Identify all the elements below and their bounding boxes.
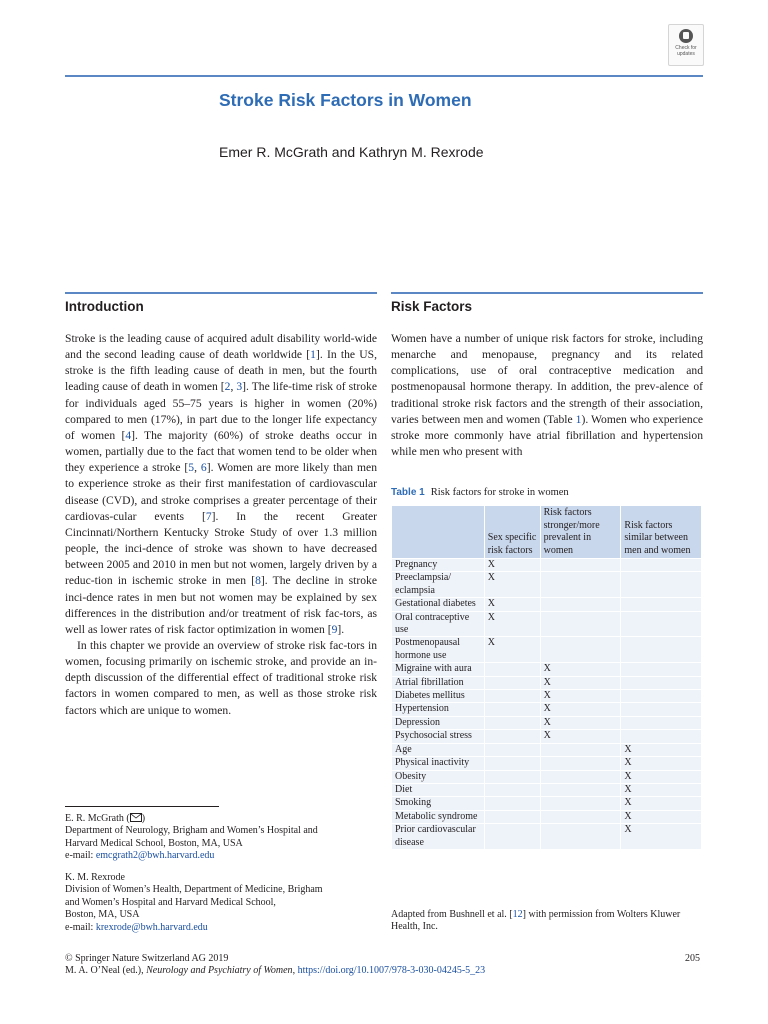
citation-link[interactable]: 4 bbox=[125, 428, 132, 442]
text-run: ]. The majority (60%) of stroke deaths occur in women, partially due to the fact that women tend to be older when they experience a stroke [ bbox=[65, 428, 378, 475]
risk-factor-mark bbox=[484, 690, 540, 703]
intro-rule bbox=[65, 292, 377, 294]
risk-factor-mark bbox=[621, 730, 702, 743]
risk-factor-mark bbox=[484, 810, 540, 823]
risk-factor-mark: X bbox=[540, 716, 621, 729]
risk-factor-name: Obesity bbox=[392, 770, 485, 783]
citation-link[interactable]: 1 bbox=[310, 348, 316, 362]
table-row bbox=[392, 690, 702, 703]
text-run: ). Women who experience stroke more commonly have atrial fibrillation and hypertension while men who present with bbox=[391, 412, 703, 459]
risk-factor-mark bbox=[484, 716, 540, 729]
risk-factor-name: Physical inactivity bbox=[392, 757, 485, 770]
risk-factor-name: Smoking bbox=[392, 797, 485, 810]
citation-link[interactable]: 3 bbox=[236, 380, 243, 394]
column-header: Sex specific risk factors bbox=[484, 506, 540, 559]
affiliation-line: Boston, MA, USA bbox=[65, 909, 140, 921]
table-row bbox=[392, 559, 702, 572]
table-body bbox=[392, 559, 702, 850]
risk-factor-name: Preeclampsia/ eclampsia bbox=[392, 572, 485, 598]
text-run: ]. The life-time risk of stroke for individuals aged 55–75 years is higher in women (20%) compared to men (17%), in part due to the longer life expectancy of women [ bbox=[65, 380, 377, 442]
risk-factor-mark: X bbox=[621, 783, 702, 796]
risk-factor-mark: X bbox=[484, 637, 540, 663]
risk-heading: Risk Factors bbox=[391, 299, 473, 314]
table-row bbox=[392, 716, 702, 729]
risk-factor-mark: X bbox=[621, 770, 702, 783]
text-run: M. A. O’Neal (ed.), bbox=[65, 965, 147, 977]
risk-rule bbox=[391, 292, 703, 294]
risk-factor-mark bbox=[621, 637, 702, 663]
risk-factor-mark bbox=[621, 663, 702, 676]
affiliation-line: Department of Neurology, Brigham and Women’s Hospital and bbox=[65, 825, 318, 837]
table-row bbox=[392, 783, 702, 796]
citation-link[interactable]: 8 bbox=[255, 574, 261, 588]
risk-factor-mark: X bbox=[621, 810, 702, 823]
risk-factor-mark bbox=[540, 611, 621, 637]
text-run: E. R. McGrath ( bbox=[65, 813, 130, 824]
table-row bbox=[392, 611, 702, 637]
table-row bbox=[392, 797, 702, 810]
risk-factor-mark bbox=[484, 676, 540, 689]
table-row bbox=[392, 757, 702, 770]
text-run: ]. In the US, stroke is the fifth leading cause of death in men, but the fourth leading cause of death in women [ bbox=[65, 348, 377, 394]
risk-factor-mark: X bbox=[621, 824, 702, 850]
table-caption-text: Risk factors for stroke in women bbox=[430, 487, 569, 498]
risk-factor-name: Migraine with aura bbox=[392, 663, 485, 676]
affiliation-rexrode bbox=[65, 872, 385, 934]
text-run: ]. In the recent Greater Cincinnati/Northern Kentucky Stroke Study of over 1.3 million people, the inci-dence of stroke was shown to have decreased between 2005 and 2010 in men but not women, largely driven by a reduc-tion in ischemic stroke in men [ bbox=[65, 509, 377, 588]
doi-link[interactable]: https://doi.org/10.1007/978-3-030-04245-5_23 bbox=[297, 965, 486, 977]
citation-line bbox=[65, 965, 485, 977]
risk-factor-mark: X bbox=[540, 690, 621, 703]
risk-factor-mark bbox=[484, 757, 540, 770]
risk-factor-mark bbox=[621, 690, 702, 703]
risk-factor-mark bbox=[540, 797, 621, 810]
risk-factor-mark bbox=[540, 743, 621, 756]
column-header: Risk factors stronger/more prevalent in women bbox=[540, 506, 621, 559]
risk-factors-table bbox=[391, 505, 702, 850]
column-header bbox=[392, 506, 485, 559]
email-link[interactable]: krexrode@bwh.harvard.edu bbox=[95, 921, 208, 933]
affiliation-name bbox=[65, 813, 385, 825]
risk-factor-mark bbox=[621, 572, 702, 598]
risk-factor-mark: X bbox=[621, 797, 702, 810]
risk-factor-name: Atrial fibrillation bbox=[392, 676, 485, 689]
affiliation-mcgrath bbox=[65, 813, 385, 863]
envelope-icon bbox=[130, 813, 142, 822]
badge-line1: Check for bbox=[675, 45, 697, 51]
risk-factor-mark bbox=[621, 703, 702, 716]
text-run: ]. The decline in stroke inci-dence rates in men but not women may be explained by sex differences in the distribution and/or treatment of risk fac-tors, as well as lower rates of risk factor optimization in women [ bbox=[65, 574, 377, 636]
risk-factor-mark bbox=[484, 770, 540, 783]
risk-factor-mark bbox=[540, 757, 621, 770]
text-run: e-mail: bbox=[65, 850, 96, 862]
chapter-title: Stroke Risk Factors in Women bbox=[219, 90, 472, 110]
table-footnote bbox=[391, 909, 703, 934]
table-row bbox=[392, 598, 702, 611]
table-row bbox=[392, 730, 702, 743]
risk-factor-name: Hypertension bbox=[392, 703, 485, 716]
book-title: Neurology and Psychiatry of Women bbox=[146, 965, 293, 977]
top-rule bbox=[65, 75, 703, 77]
risk-factor-mark bbox=[484, 783, 540, 796]
risk-factor-name: Age bbox=[392, 743, 485, 756]
risk-factor-mark bbox=[484, 703, 540, 716]
risk-factor-mark bbox=[540, 572, 621, 598]
table-row bbox=[392, 703, 702, 716]
risk-factor-mark bbox=[621, 598, 702, 611]
risk-factor-mark bbox=[484, 743, 540, 756]
text-run: ) bbox=[141, 813, 146, 824]
table-row bbox=[392, 637, 702, 663]
table-row bbox=[392, 572, 702, 598]
risk-body bbox=[391, 331, 703, 460]
risk-factor-mark: X bbox=[484, 611, 540, 637]
text-run: , bbox=[194, 461, 201, 475]
table-row bbox=[392, 743, 702, 756]
risk-factor-mark bbox=[540, 637, 621, 663]
intro-paragraph-1 bbox=[65, 331, 377, 638]
affiliation-email-line bbox=[65, 922, 385, 934]
text-run: Adapted from Bushnell et al. [ bbox=[391, 909, 513, 920]
citation-link[interactable]: 6 bbox=[200, 461, 207, 475]
table-header-row bbox=[392, 506, 702, 559]
risk-factor-mark: X bbox=[484, 559, 540, 572]
copyright-footer bbox=[65, 953, 485, 978]
citation-link[interactable]: 9 bbox=[331, 622, 338, 636]
risk-factor-mark bbox=[540, 810, 621, 823]
text-run: Women have a number of unique risk factors for stroke, including menarche and menopause, pregnancy and its related complications, use of oral contraceptive medication and postmenopausal hormone therapy. In addition, the prev-alence of traditional stroke risk factors and the strength of their association, varies between men and women (Table bbox=[391, 332, 703, 426]
affiliation-line: and Women’s Hospital and Harvard Medical School, bbox=[65, 896, 276, 908]
table-ref-link[interactable]: 1 bbox=[575, 412, 582, 426]
risk-factor-mark: X bbox=[540, 730, 621, 743]
risk-paragraph-1 bbox=[391, 331, 703, 460]
risk-factor-mark bbox=[484, 730, 540, 743]
check-for-updates-badge[interactable] bbox=[668, 24, 704, 66]
column-header: Risk factors similar between men and women bbox=[621, 506, 702, 559]
page-number: 205 bbox=[685, 953, 700, 964]
risk-factor-mark: X bbox=[540, 676, 621, 689]
risk-factor-mark bbox=[621, 676, 702, 689]
risk-factor-mark bbox=[484, 824, 540, 850]
risk-factor-name: Oral contraceptive use bbox=[392, 611, 485, 637]
citation-link[interactable]: 12 bbox=[512, 909, 523, 920]
copyright-line: © Springer Nature Switzerland AG 2019 bbox=[65, 953, 229, 964]
text-run: , bbox=[230, 380, 237, 394]
table-row bbox=[392, 663, 702, 676]
risk-factor-name: Pregnancy bbox=[392, 559, 485, 572]
table-row bbox=[392, 770, 702, 783]
risk-factor-name: Gestational diabetes bbox=[392, 598, 485, 611]
badge-line2: updates bbox=[677, 50, 695, 57]
risk-factor-name: Postmenopausal hormone use bbox=[392, 637, 485, 663]
intro-heading: Introduction bbox=[65, 299, 144, 314]
risk-factor-name: Depression bbox=[392, 716, 485, 729]
risk-factor-mark: X bbox=[540, 703, 621, 716]
table-caption bbox=[391, 487, 569, 498]
footnote-rule bbox=[65, 806, 219, 807]
text-run: , bbox=[292, 965, 298, 977]
citation-link[interactable]: 5 bbox=[188, 461, 195, 475]
table-row bbox=[392, 810, 702, 823]
table-row bbox=[392, 824, 702, 850]
risk-factor-mark: X bbox=[621, 743, 702, 756]
text-run: Stroke is the leading cause of acquired adult disability world-wide and the second leading cause of death worldwide [ bbox=[65, 332, 377, 362]
affiliation-line: Harvard Medical School, Boston, MA, USA bbox=[65, 837, 243, 849]
risk-factor-name: Prior cardiovascular disease bbox=[392, 824, 485, 850]
risk-factor-mark bbox=[621, 611, 702, 637]
intro-paragraph-2: In this chapter we provide an overview of stroke risk fac-tors in women, focusing primarily on ischemic stroke, and provide an in-depth discussion of the differential effect of traditional stroke risk factors in women compared to men, as well as those stroke risk factors which are unique to women. bbox=[65, 638, 377, 717]
text-run: e-mail: bbox=[65, 921, 96, 933]
citation-link[interactable]: 2 bbox=[224, 380, 231, 394]
risk-factor-mark: X bbox=[484, 598, 540, 611]
citation-link[interactable]: 7 bbox=[205, 509, 212, 523]
affiliation-email-line bbox=[65, 850, 385, 862]
risk-factor-mark bbox=[540, 824, 621, 850]
text-run: ] with permission from Wolters Kluwer Health, Inc. bbox=[391, 909, 681, 933]
risk-factor-mark bbox=[540, 559, 621, 572]
risk-factor-mark bbox=[540, 770, 621, 783]
risk-factor-mark bbox=[621, 559, 702, 572]
risk-factor-mark: X bbox=[540, 663, 621, 676]
table-row bbox=[392, 676, 702, 689]
risk-factor-mark bbox=[621, 716, 702, 729]
risk-factor-name: Diabetes mellitus bbox=[392, 690, 485, 703]
risk-factor-mark bbox=[484, 797, 540, 810]
risk-factor-mark bbox=[484, 663, 540, 676]
affiliation-name: K. M. Rexrode bbox=[65, 872, 125, 883]
bookmark-icon bbox=[679, 29, 693, 43]
risk-factor-name: Psychosocial stress bbox=[392, 730, 485, 743]
risk-factor-mark bbox=[540, 783, 621, 796]
table-label: Table 1 bbox=[391, 487, 425, 498]
risk-factor-mark: X bbox=[621, 757, 702, 770]
authors: Emer R. McGrath and Kathryn M. Rexrode bbox=[219, 144, 484, 160]
risk-factor-name: Metabolic syndrome bbox=[392, 810, 485, 823]
risk-factor-mark: X bbox=[484, 572, 540, 598]
text-run: ]. Women are more likely than men to experience stroke as their first manifestation of cardiovascular disease (CVD), and stroke comprises a greater percentage of their cardiovas-cular events [ bbox=[65, 461, 377, 523]
text-run: ]. bbox=[337, 622, 345, 636]
email-link[interactable]: emcgrath2@bwh.harvard.edu bbox=[95, 850, 215, 862]
risk-factor-mark bbox=[540, 598, 621, 611]
affiliation-line: Division of Women’s Health, Department of Medicine, Brigham bbox=[65, 884, 323, 896]
intro-body bbox=[65, 331, 377, 719]
risk-factor-name: Diet bbox=[392, 783, 485, 796]
